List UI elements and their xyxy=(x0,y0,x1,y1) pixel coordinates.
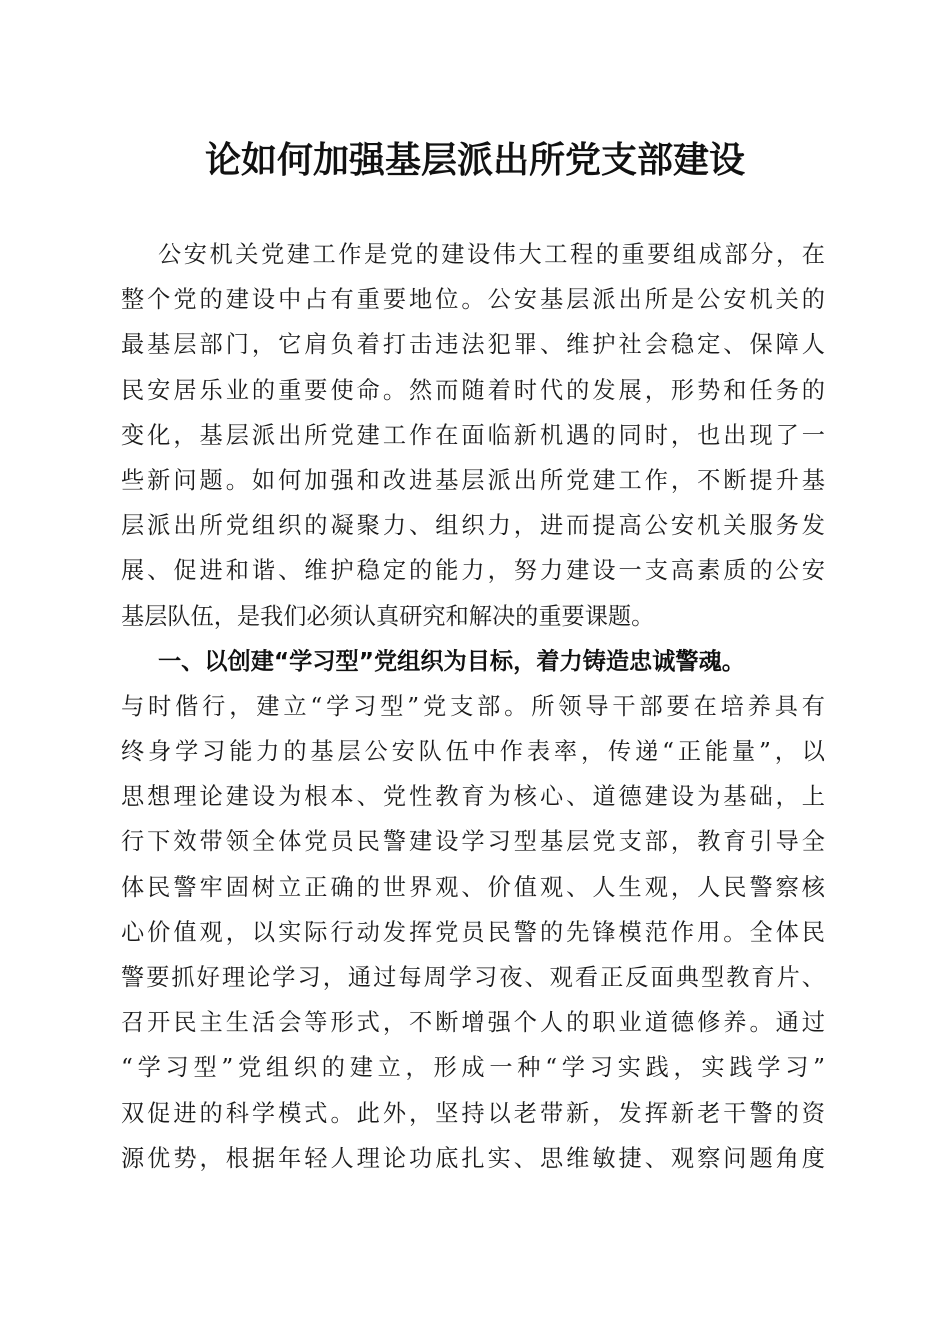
paragraph-line: 公安机关党建工作是党的建设伟大工程的重要组成部分，在 xyxy=(158,241,825,268)
paragraph-line: 源优势，根据年轻人理论功底扎实、思维敏捷、观察问题角度 xyxy=(121,1144,825,1172)
paragraph-line: 些新问题。如何加强和改进基层派出所党建工作，不断提升基 xyxy=(121,466,825,494)
paragraph-line: 心价值观，以实际行动发挥党员民警的先锋模范作用。全体民 xyxy=(121,918,825,946)
paragraph-line: 召开民主生活会等形式，不断增强个人的职业道德修养。通过 xyxy=(121,1009,825,1037)
section-heading: 一、以创建“学习型”党组织为目标，着力铸造忠诚警魂。 xyxy=(158,647,745,675)
paragraph-line: 终身学习能力的基层公安队伍中作表率，传递“正能量”，以 xyxy=(121,738,825,766)
paragraph-line: 层派出所党组织的凝聚力、组织力，进而提高公安机关服务发 xyxy=(121,512,825,540)
paragraph-line: 行下效带领全体党员民警建设学习型基层党支部，教育引导全 xyxy=(121,828,825,856)
document-body xyxy=(121,232,825,1181)
paragraph-line: 警要抓好理论学习，通过每周学习夜、观看正反面典型教育片、 xyxy=(121,964,825,991)
paragraph-line: 展、促进和谐、维护稳定的能力，努力建设一支高素质的公安 xyxy=(121,557,825,585)
paragraph-line: 与时偕行，建立“学习型”党支部。所领导干部要在培养具有 xyxy=(121,692,825,720)
paragraph-line: 整个党的建设中占有重要地位。公安基层派出所是公安机关的 xyxy=(121,286,825,314)
paragraph-line: 基层队伍，是我们必须认真研究和解决的重要课题。 xyxy=(121,602,655,630)
paragraph-line: 最基层部门，它肩负着打击违法犯罪、维护社会稳定、保障人 xyxy=(121,331,825,359)
paragraph-line: 体民警牢固树立正确的世界观、价值观、人生观，人民警察核 xyxy=(121,873,825,901)
paragraph-line: 双促进的科学模式。此外，坚持以老带新，发挥新老干警的资 xyxy=(121,1099,825,1127)
paragraph-line: “学习型”党组织的建立，形成一种“学习实践，实践学习” xyxy=(121,1054,825,1082)
paragraph-line: 民安居乐业的重要使命。然而随着时代的发展，形势和任务的 xyxy=(121,376,825,404)
paragraph-line: 变化，基层派出所党建工作在面临新机遇的同时，也出现了一 xyxy=(121,421,825,449)
paragraph-line: 思想理论建设为根本、党性教育为核心、道德建设为基础，上 xyxy=(121,783,825,811)
document-title: 论如何加强基层派出所党支部建设 xyxy=(204,139,745,181)
